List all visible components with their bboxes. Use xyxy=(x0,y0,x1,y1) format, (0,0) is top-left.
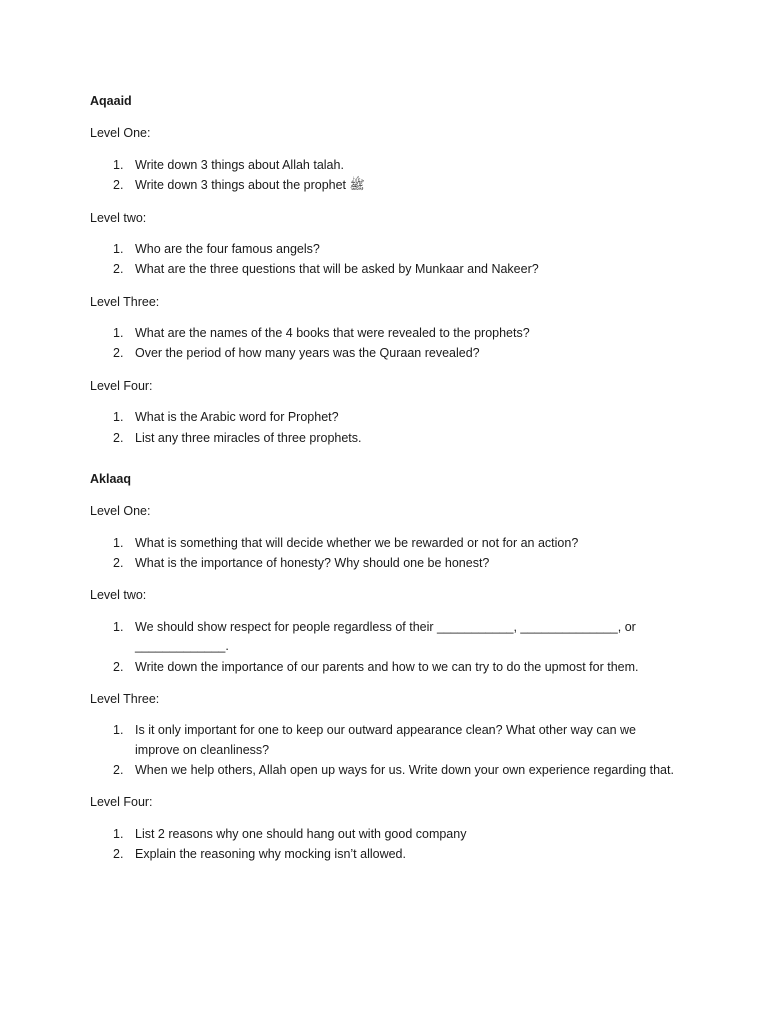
level-label: Level two: xyxy=(90,588,147,603)
level-block xyxy=(90,293,680,364)
level-label: Level Three: xyxy=(90,294,160,309)
level-label: Level One: xyxy=(90,126,151,141)
question-item: 1. What are the names of the 4 books that were revealed to the prophets? xyxy=(113,326,530,340)
document-content xyxy=(90,92,680,878)
level-block xyxy=(90,690,680,781)
question-item: 2. When we help others, Allah open up ways for us. Write down your own experience regarding that. xyxy=(113,763,674,777)
question-text: What is the importance of honesty? Why should one be honest? xyxy=(135,556,490,570)
level-block xyxy=(90,124,680,195)
question-text: When we help others, Allah open up ways for us. Write down your own experience regarding that. xyxy=(135,763,674,777)
question-text: Write down the importance of our parents and how to we can try to do the upmost for them. xyxy=(135,659,639,674)
question-item: 2. Write down 3 things about the prophet ﷺ xyxy=(113,178,365,193)
question-list xyxy=(90,721,680,780)
question-text: Who are the four famous angels? xyxy=(135,241,320,256)
section-aqaaid xyxy=(90,92,680,448)
question-item: 2. Explain the reasoning why mocking isn’t allowed. xyxy=(113,847,406,862)
level-label: Level Four: xyxy=(90,378,153,393)
question-item: 2. List any three miracles of three prophets. xyxy=(113,430,362,445)
level-label: Level two: xyxy=(90,210,147,225)
level-block xyxy=(90,377,680,448)
level-block xyxy=(90,793,680,864)
question-text: What is the Arabic word for Prophet? xyxy=(135,410,339,425)
question-text: What are the three questions that will be asked by Munkaar and Nakeer? xyxy=(135,262,539,277)
question-list xyxy=(90,408,680,448)
question-text: List any three miracles of three prophets. xyxy=(135,430,362,445)
question-text: Write down 3 things about the prophet ﷺ xyxy=(135,178,365,193)
question-item: 1. List 2 reasons why one should hang out with good company xyxy=(113,826,467,841)
question-text: List 2 reasons why one should hang out with good company xyxy=(135,826,467,841)
level-label: Level Three: xyxy=(90,691,160,706)
question-text: Is it only important for one to keep our outward appearance clean? What other way can we improve on cleanliness? xyxy=(135,723,636,757)
question-list xyxy=(90,240,680,280)
question-item: 2. What is the importance of honesty? Why should one be honest? xyxy=(113,556,490,570)
section-title: Aqaaid xyxy=(90,94,132,108)
question-item: 2. Over the period of how many years was the Quraan revealed? xyxy=(113,346,480,361)
question-text: Write down 3 things about Allah talah. xyxy=(135,157,344,172)
level-block xyxy=(90,502,680,573)
question-text: Over the period of how many years was the Quraan revealed? xyxy=(135,346,480,361)
question-list xyxy=(90,534,680,574)
question-list xyxy=(90,324,680,364)
level-block xyxy=(90,586,680,677)
question-text: What are the names of the 4 books that were revealed to the prophets? xyxy=(135,326,530,340)
question-item: 1. What is something that will decide whether we be rewarded or not for an action? xyxy=(113,535,579,550)
question-list xyxy=(90,825,680,865)
section-title: Aklaaq xyxy=(90,471,131,486)
question-list xyxy=(90,156,680,196)
question-item: 1. We should show respect for people regardless of their ___________, ______________, or _____________. xyxy=(113,619,636,654)
question-item: 2. What are the three questions that will be asked by Munkaar and Nakeer? xyxy=(113,262,539,277)
level-label: Level Four: xyxy=(90,795,153,810)
level-block xyxy=(90,209,680,280)
question-item: 1. Who are the four famous angels? xyxy=(113,241,320,256)
question-list xyxy=(90,618,680,677)
question-item: 1. What is the Arabic word for Prophet? xyxy=(113,410,339,425)
question-item: 1. Is it only important for one to keep our outward appearance clean? What other way can we improve on cleanliness? xyxy=(113,723,636,757)
question-text: We should show respect for people regardless of their ___________, ______________, or _____________. xyxy=(135,619,636,654)
question-item: 2. Write down the importance of our parents and how to we can try to do the upmost for them. xyxy=(113,659,639,674)
question-item: 1. Write down 3 things about Allah talah. xyxy=(113,157,344,172)
question-text: Explain the reasoning why mocking isn’t allowed. xyxy=(135,847,406,862)
level-label: Level One: xyxy=(90,504,151,519)
section-aklaaq xyxy=(90,470,680,865)
question-text: What is something that will decide whether we be rewarded or not for an action? xyxy=(135,535,579,550)
